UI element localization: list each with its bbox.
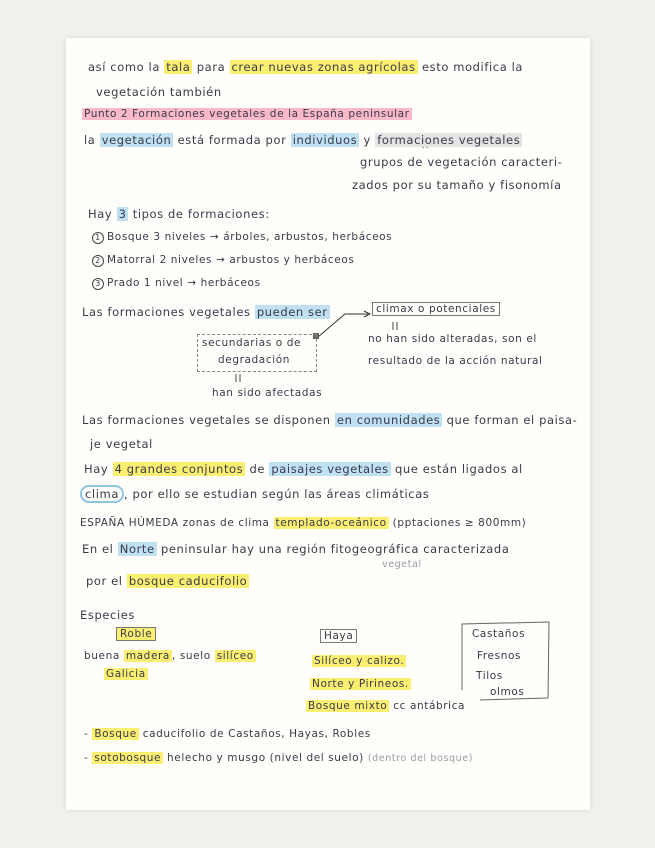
species-olmos: olmos (490, 686, 525, 698)
section-heading: Punto 2 Formaciones vegetales de la España peninsular (84, 108, 410, 120)
text-line-11: clima , por ello se estudian según las áreas climáticas (80, 487, 429, 501)
bullet-1: - Bosque caducifolio de Castaños, Hayas, Robles (84, 728, 371, 740)
type-item-2: 2 Matorral 2 niveles → arbustos y herbáceos (92, 254, 354, 267)
vegetal-note: vegetal (382, 559, 422, 570)
type-item-1: 1 Bosque 3 niveles → árboles, arbustos, herbáceos (92, 231, 392, 244)
climax-desc-2: resultado de la acción natural (368, 355, 543, 367)
haya-region: Norte y Pirineos. (312, 678, 409, 690)
text-line-9: je vegetal (90, 437, 153, 451)
text-line-13: En el Norte peninsular hay una región fitogeográfica caracterizada (82, 542, 510, 556)
climax-desc-1: no han sido alteradas, son el (368, 333, 537, 345)
text-line-5: zados por su tamaño y fisonomía (352, 178, 562, 192)
text-line-14: por el bosque caducifolio (86, 574, 248, 588)
type-item-3: 3 Prado 1 nivel → herbáceos (92, 277, 261, 290)
text-line-7: Las formaciones vegetales pueden ser (82, 305, 328, 319)
text-line-4: grupos de vegetación caracteri- (360, 155, 563, 169)
text-line-6: Hay 3 tipos de formaciones: (88, 207, 270, 221)
text-line-10: Hay 4 grandes conjuntos de paisajes vegetales que están ligados al (84, 462, 523, 476)
species-haya: Haya (320, 630, 357, 642)
text-line-1: así como la tala para crear nuevas zonas agrícolas esto modifica la (88, 60, 524, 74)
bullet-2: - sotobosque helecho y musgo (nivel del suelo) (dentro del bosque) (84, 752, 474, 764)
climax-box: climax o potenciales (372, 303, 500, 315)
text-line-2: vegetación también (96, 85, 222, 99)
species-tilos: Tilos (476, 670, 503, 682)
text-line-8: Las formaciones vegetales se disponen en comunidades que forman el paisa- (82, 413, 578, 427)
species-title: Especies (80, 608, 136, 622)
mixed-forest: Bosque mixto cc antábrica (308, 700, 466, 712)
secondary-label-1: secundarias o de (202, 337, 302, 349)
species-fresnos: Fresnos (477, 650, 522, 662)
text-line-12: ESPAÑA HÚMEDA zonas de clima templado-oceánico (pptaciones ≥ 800mm) (80, 517, 527, 529)
text-line-3: la vegetación está formada por individuos y formaciones vegetales (84, 133, 521, 147)
secondary-desc: han sido afectadas (212, 387, 323, 399)
species-roble: Roble (116, 628, 156, 640)
roble-desc: buena madera , suelo silíceo (84, 650, 254, 662)
secondary-label-2: degradación (218, 354, 291, 366)
roble-region: Galicia (106, 668, 146, 680)
haya-desc: Silíceo y calizo. (314, 655, 405, 667)
species-castanos: Castaños (472, 628, 526, 640)
